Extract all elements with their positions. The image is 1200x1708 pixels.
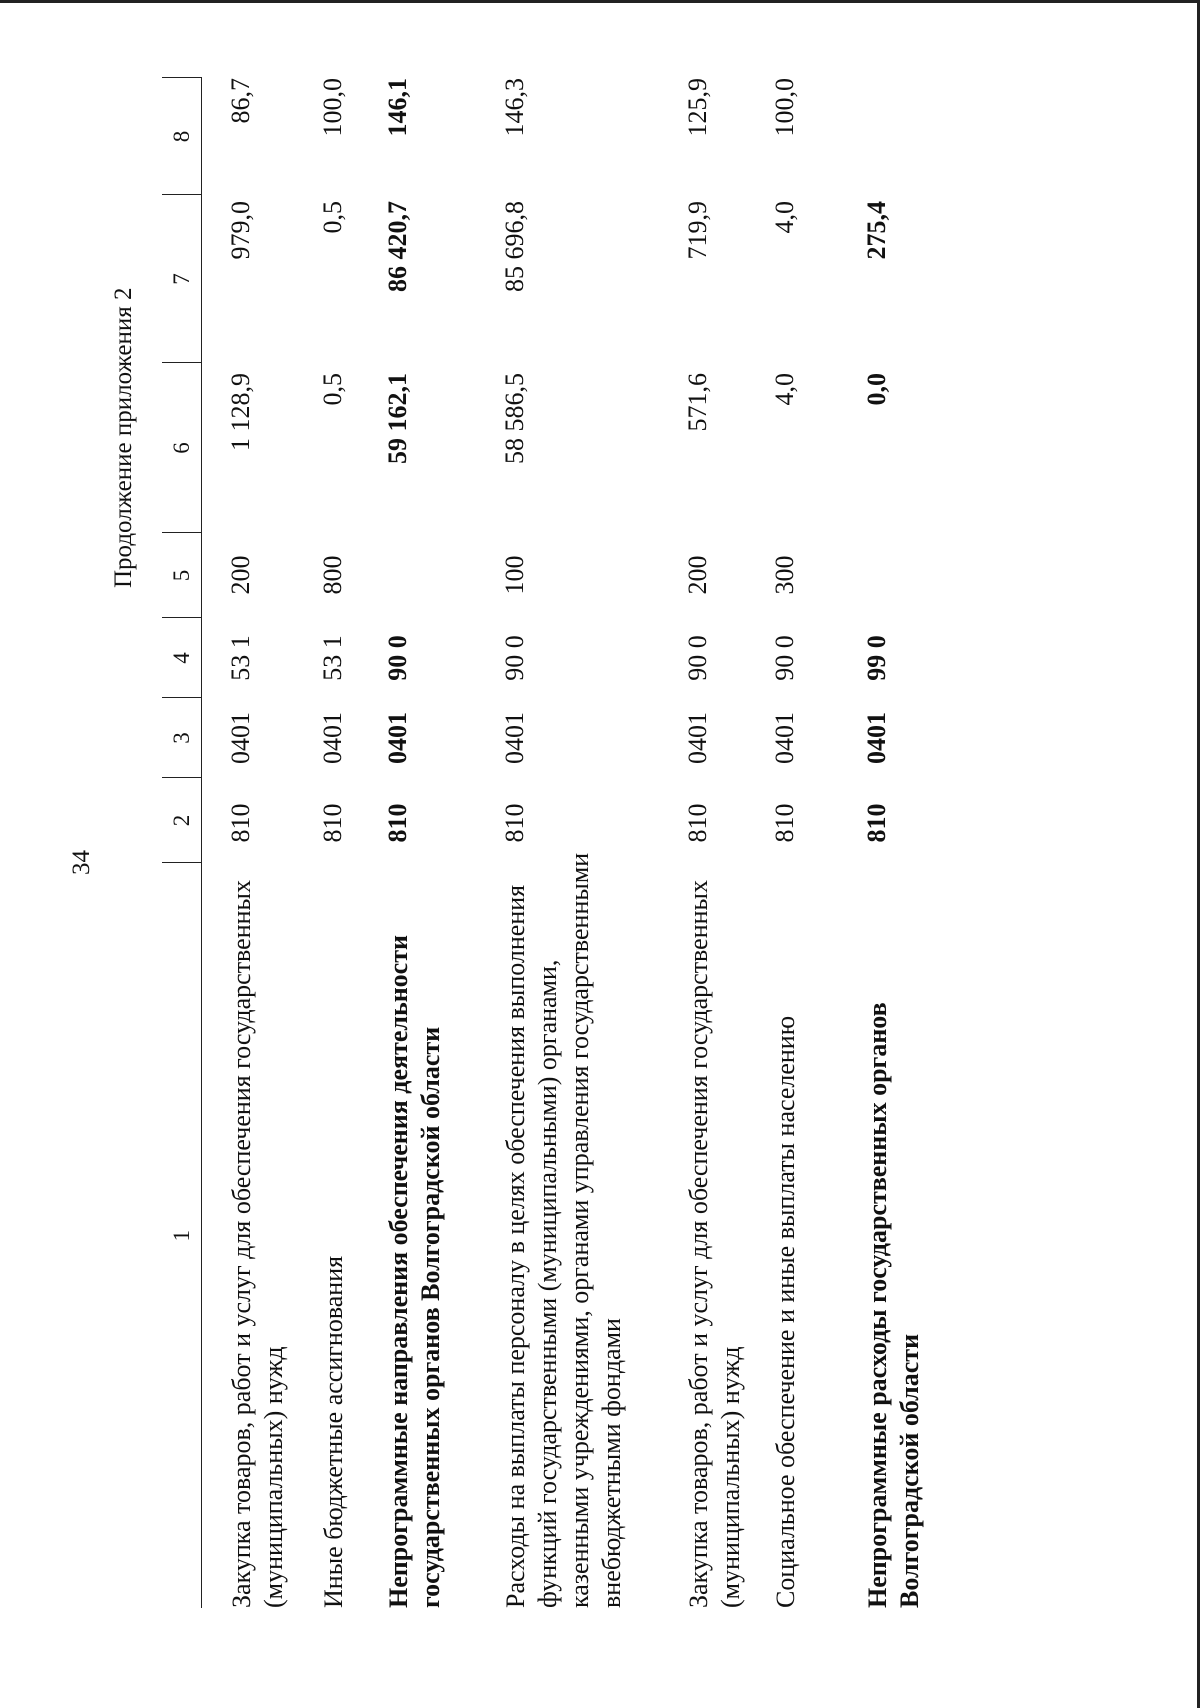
- cell-col7: 85 696,8: [500, 201, 529, 292]
- column-header-5: 5: [162, 533, 202, 618]
- cell-col6: 58 586,5: [500, 373, 529, 464]
- cell-col4: 99 0: [862, 635, 891, 681]
- column-header-7: 7: [162, 195, 202, 363]
- cell-col6: 4,0: [770, 373, 799, 406]
- cell-col6: 571,6: [683, 373, 712, 432]
- cell-col8: 86,7: [226, 78, 255, 124]
- row-label: Социальное обеспечение и иные выплаты населению: [771, 1015, 800, 1608]
- row-label: Иные бюджетные ассигнования: [319, 1255, 348, 1608]
- cell-col8: 146,1: [383, 78, 412, 137]
- column-header-4: 4: [162, 618, 202, 698]
- cell-col3: 0401: [226, 712, 255, 764]
- cell-col2: 810: [770, 803, 799, 843]
- cell-col4: 90 0: [383, 635, 412, 681]
- cell-col6: 0,5: [318, 373, 347, 406]
- cell-col2: 810: [500, 803, 529, 843]
- cell-col6: 59 162,1: [383, 373, 412, 464]
- cell-col4: 90 0: [683, 635, 712, 681]
- column-header-6: 6: [162, 363, 202, 533]
- cell-col2: 810: [683, 803, 712, 843]
- cell-col7: 0,5: [318, 201, 347, 234]
- page-number: 34: [68, 850, 95, 875]
- cell-col5: 200: [683, 555, 712, 595]
- cell-col7: 4,0: [770, 201, 799, 234]
- cell-col5: 200: [226, 555, 255, 595]
- cell-col3: 0401: [383, 712, 412, 764]
- cell-col4: 53 1: [226, 635, 255, 681]
- cell-col2: 810: [226, 803, 255, 843]
- cell-col8: 100,0: [318, 78, 347, 137]
- cell-col6: 0,0: [862, 373, 891, 406]
- cell-col3: 0401: [862, 712, 891, 764]
- cell-col5: 800: [318, 555, 347, 595]
- cell-col3: 0401: [683, 712, 712, 764]
- continuation-title: Продолжение приложения 2: [110, 287, 137, 588]
- cell-col4: 53 1: [318, 635, 347, 681]
- row-label: Непрограммные направления обеспечения деятельности государственных органов Волгоградской области: [384, 935, 445, 1608]
- cell-col2: 810: [383, 803, 412, 843]
- cell-col3: 0401: [318, 712, 347, 764]
- cell-col2: 810: [318, 803, 347, 843]
- cell-col3: 0401: [500, 712, 529, 764]
- cell-col4: 90 0: [770, 635, 799, 681]
- cell-col6: 1 128,9: [226, 373, 255, 451]
- row-label: Расходы на выплаты персоналу в целях обеспечения выполнения функций государственными (муниципальными) органами, казенными учреждениями, органами управления государственными внебюджетными фондами: [501, 852, 626, 1608]
- cell-col8: 100,0: [770, 78, 799, 137]
- cell-col2: 810: [862, 803, 891, 843]
- cell-col7: 86 420,7: [383, 201, 412, 292]
- cell-col7: 719,9: [683, 201, 712, 260]
- cell-col4: 90 0: [500, 635, 529, 681]
- cell-col7: 275,4: [862, 201, 891, 260]
- cell-col3: 0401: [770, 712, 799, 764]
- row-label: Закупка товаров, работ и услуг для обеспечения государственных (муниципальных) нужд: [684, 879, 745, 1608]
- row-label: Закупка товаров, работ и услуг для обеспечения государственных (муниципальных) нужд: [227, 879, 288, 1608]
- cell-col8: 146,3: [500, 78, 529, 137]
- column-header-row: [162, 78, 202, 1609]
- column-header-1: 1: [162, 863, 202, 1608]
- column-header-8: 8: [162, 78, 202, 195]
- cell-col8: 125,9: [683, 78, 712, 137]
- cell-col7: 979,0: [226, 201, 255, 260]
- row-label: Непрограммные расходы государственных органов Волгоградской области: [863, 1002, 924, 1608]
- cell-col5: 100: [500, 555, 529, 595]
- cell-col5: 300: [770, 555, 799, 595]
- column-header-3: 3: [162, 698, 202, 778]
- column-header-2: 2: [162, 778, 202, 863]
